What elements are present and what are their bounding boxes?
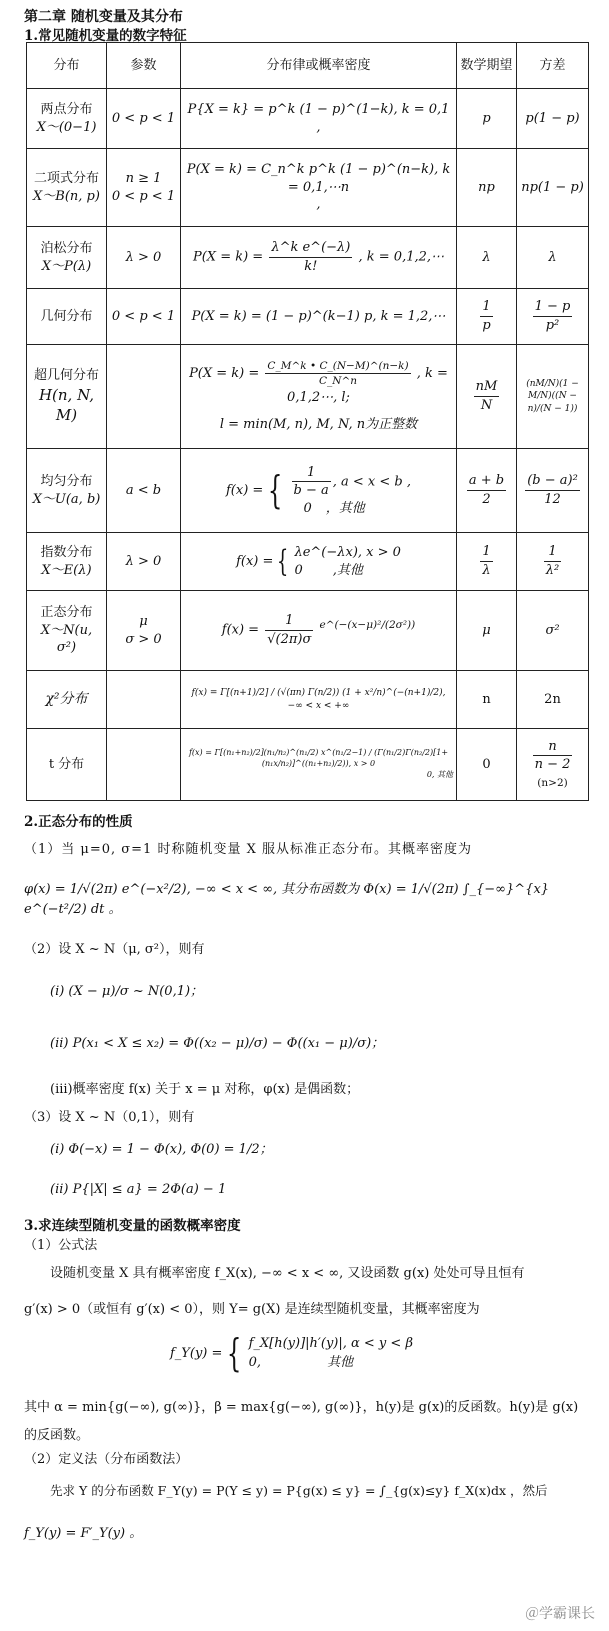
dist-name: t 分布 (48, 756, 85, 772)
case1-denominator: b − a (293, 483, 329, 499)
mean-denominator: λ (482, 563, 491, 578)
var-numerator: n (533, 738, 573, 757)
mean-numerator: 1 (480, 298, 492, 317)
section-2-title: 2.正态分布的性质 (24, 814, 133, 830)
var-numerator: 1 (544, 543, 561, 562)
dist-name: 均匀分布 (40, 473, 93, 489)
header-variance: 方差 (517, 43, 589, 89)
mean-fraction (467, 472, 506, 508)
case1-condition: , a < x < b , (332, 474, 411, 490)
dist-notation: X～E(λ) (41, 562, 92, 578)
dist-name: 二项式分布 (33, 170, 99, 186)
formula-lhs: f_Y(y) = (170, 1345, 223, 1361)
dist-notation: X～B(n, p) (33, 188, 100, 204)
pmf-denominator: C_N^n (319, 375, 358, 388)
dist-notation: X～P(λ) (41, 258, 92, 274)
dist-name: 指数分布 (40, 544, 93, 560)
pdf-fraction (265, 612, 313, 648)
left-brace: { (227, 1331, 242, 1375)
dist-param: a < b (107, 449, 181, 533)
dist-param (107, 671, 181, 729)
pmf-fraction (269, 239, 352, 275)
dist-var: λ (517, 227, 589, 289)
s2-paragraph-2: （2）设 X ~ N（μ, σ²），则有 (24, 942, 205, 957)
pdf-denominator: √(2π)σ (267, 632, 312, 647)
pmf-numerator: λ^k e^(−λ) (269, 239, 352, 258)
mean-fraction (480, 298, 492, 334)
dist-mean: 0 (457, 729, 517, 801)
mean-denominator: p (482, 318, 491, 333)
table-row (27, 449, 589, 533)
dist-mean: np (457, 149, 517, 227)
case1-condition: , x > 0 (357, 544, 401, 560)
pmf-lhs: P(X = k) = (192, 250, 264, 265)
dist-name: 两点分布 (40, 101, 93, 117)
dist-notation: H(n, N, M) (38, 386, 95, 425)
s3-subtitle-1: （1）公式法 (24, 1238, 98, 1253)
s2-item-ii: (ii) P(x₁ < X ≤ x₂) = Φ((x₂ − μ)/σ) − Φ((x₁ − μ)/σ)； (50, 1036, 385, 1051)
mean-denominator: N (480, 398, 493, 413)
pdf-exponential: e^(−(x−μ)²/(2σ²)) (319, 619, 416, 632)
var-denominator: 12 (544, 492, 561, 507)
dist-var: σ² (517, 591, 589, 671)
section-3-title: 3.求连续型随机变量的函数概率密度 (24, 1218, 241, 1234)
pmf-condition: l = min(M, n), M, N, n为正整数 (219, 417, 418, 433)
dist-mean: μ (457, 591, 517, 671)
dist-pdf: f(x) = Γ[(n₁+n₂)/2](n₁/n₂)^(n₁/2) x^(n₁/2−1) / (Γ(n₁/2)Γ(n₂/2)[1+(n₁x/n₂)]^((n₁+n₂)/2)), x > 0 (188, 748, 449, 769)
s3-subtitle-2: （2）定义法（分布函数法） (24, 1452, 189, 1467)
case1-value: λe^(−λx) (294, 544, 358, 560)
pmf-rhs: , k = 0,1,2,⋯ (358, 250, 445, 265)
dist-param: 0 < p < 1 (107, 89, 181, 149)
dist-name: 泊松分布 (40, 240, 93, 256)
pdf-lhs: f(x) = (226, 482, 264, 498)
s3-paragraph-3: 其中 α = min{g(−∞), g(∞)}，β = max{g(−∞), g(∞)}，h(y)是 g(x)的反函数。h(y)是 g(x) (24, 1400, 579, 1415)
dist-pmf: P(X = k) = (1 − p)^(k−1) p, k = 1,2,⋯ (181, 289, 457, 345)
mean-fraction (474, 378, 500, 414)
table-row (27, 227, 589, 289)
s2-paragraph-1: （1）当 μ=0, σ=1 时称随机变量 X 服从标准正态分布。其概率密度为 (24, 842, 472, 857)
formula-cases (249, 1336, 413, 1370)
var-denominator: λ² (545, 563, 560, 578)
table-header-row (27, 43, 589, 89)
dist-pmf: P{X = k} = p^k (1 − p)^(1−k), k = 0,1 , (181, 89, 457, 149)
dist-var: p(1 − p) (517, 89, 589, 149)
dist-var: (nM/N)(1 − M/N)((N − n)/(N − 1)) (517, 345, 589, 449)
dist-param-2: 0 < p < 1 (111, 188, 176, 204)
dist-notation: X～N(u, σ²) (40, 622, 93, 656)
case2-value: 0 (303, 500, 312, 516)
var-fraction (525, 472, 580, 508)
var-fraction (533, 298, 573, 334)
s2-3-item-ii: (ii) P{|X| ≤ a} = 2Φ(a) − 1 (50, 1182, 227, 1197)
s2-paragraph-3: （3）设 X ~ N（0,1），则有 (24, 1110, 195, 1125)
formula-case-1: f_X[h(y)]|h′(y)|, α < y < β (248, 1336, 413, 1351)
case1-numerator: 1 (292, 464, 331, 483)
s2-3-item-i: (i) Φ(−x) = 1 − Φ(x), Φ(0) = 1/2； (50, 1142, 273, 1157)
dist-param: λ > 0 (107, 533, 181, 591)
var-numerator: (b − a)² (525, 472, 580, 491)
table-row (27, 729, 589, 801)
mean-numerator: 1 (480, 543, 492, 562)
chapter-title: 第二章 随机变量及其分布 (24, 9, 183, 25)
var-numerator: 1 − p (533, 298, 573, 317)
pdf-cases (290, 464, 411, 518)
dist-param (107, 729, 181, 801)
dist-var: np(1 − p) (517, 149, 589, 227)
dist-mean: p (457, 89, 517, 149)
dist-var: 2n (517, 671, 589, 729)
header-distribution: 分布 (27, 43, 107, 89)
dist-notation: X～U(a, b) (32, 491, 101, 507)
header-expectation: 数学期望 (457, 43, 517, 89)
table-row (27, 671, 589, 729)
header-parameter: 参数 (107, 43, 181, 89)
var-fraction (533, 738, 573, 774)
s3-paragraph-4: 的反函数。 (24, 1428, 90, 1443)
table-row (27, 149, 589, 227)
dist-param: n ≥ 1 (125, 170, 162, 186)
s3-paragraph-2: g′(x) > 0（或恒有 g′(x) < 0），则 Y= g(X) 是连续型随机变量，其概率密度为 (24, 1302, 480, 1317)
s2-item-iii: (iii)概率密度 f(x) 关于 x = μ 对称，φ(x) 是偶函数； (50, 1082, 360, 1097)
dist-param-2: σ > 0 (125, 631, 162, 647)
dist-param: 0 < p < 1 (107, 289, 181, 345)
var-fraction (544, 543, 561, 579)
dist-param: μ (139, 613, 148, 629)
mean-denominator: 2 (482, 492, 491, 507)
dist-mean: λ (457, 227, 517, 289)
left-brace: { (277, 543, 289, 579)
dist-pmf: P(X = k) = C_n^k p^k (1 − p)^(n−k), k = 0,1,⋯n (186, 162, 451, 195)
distribution-table (26, 42, 589, 801)
case2-value: 0 (294, 562, 303, 578)
pdf-lhs: f(x) = (236, 553, 274, 569)
pmf-numerator: C_M^k • C_(N−M)^(n−k) (265, 359, 410, 374)
pmf-denominator: k! (304, 259, 318, 274)
dist-notation: X～(0−1) (36, 119, 97, 135)
dist-mean: n (457, 671, 517, 729)
mean-numerator: nM (474, 378, 500, 397)
var-denominator: p² (545, 318, 560, 333)
s3-paragraph-5: 先求 Y 的分布函数 F_Y(y) = P(Y ≤ y) = P{g(x) ≤ y} = ∫_{g(x)≤y} f_X(x)dx ，然后 (50, 1483, 548, 1498)
section-1-title: 1.常见随机变量的数字特征 (24, 28, 187, 44)
dist-pdf: f(x) = Γ[(n+1)/2] / (√(πn) Γ(n/2)) (1 + x²/n)^(−(n+1)/2), −∞ < x < +∞ (181, 671, 457, 729)
mean-fraction (480, 543, 492, 579)
case2-condition: ，其他 (325, 500, 365, 516)
table-row (27, 89, 589, 149)
pdf-cases (294, 544, 400, 579)
s3-formula (170, 1331, 413, 1375)
s2-formula-1: φ(x) = 1/√(2π) e^(−x²/2), −∞ < x < ∞, 其分布函数为 Φ(x) = 1/√(2π) ∫_{−∞}^{x} e^(−t²/2) dt 。 (24, 882, 550, 917)
pmf-lhs: P(X = k) = (189, 366, 260, 382)
dist-name: 正态分布 (40, 605, 93, 621)
table-row (27, 345, 589, 449)
s3-paragraph-6: f_Y(y) = F′_Y(y) 。 (24, 1526, 143, 1541)
dist-name: χ²分布 (45, 691, 88, 708)
var-condition: (n>2) (537, 776, 568, 789)
pmf-fraction (265, 359, 410, 388)
dist-pmf-tail: , (316, 197, 321, 213)
watermark: ＠学霸课长 (525, 1606, 595, 1622)
dist-name: 超几何分布 (33, 368, 99, 384)
table-row (27, 591, 589, 671)
pdf-numerator: 1 (265, 612, 313, 631)
dist-name: 几何分布 (40, 308, 93, 324)
dist-pdf-else: 0, 其他 (426, 769, 453, 779)
header-pmf-pdf: 分布律或概率密度 (181, 43, 457, 89)
formula-case-2: 0, 其他 (248, 1355, 354, 1370)
var-denominator: n − 2 (534, 757, 571, 773)
pmf-rhs: , k = 0,1,2⋯, l; (287, 366, 448, 405)
dist-param (107, 345, 181, 449)
table-row (27, 533, 589, 591)
s2-item-i: (i) (X − μ)/σ ~ N(0,1)； (50, 984, 204, 999)
mean-numerator: a + b (467, 472, 506, 491)
table-row (27, 289, 589, 345)
case2-condition: ,其他 (332, 562, 363, 578)
s3-paragraph-1: 设随机变量 X 具有概率密度 f_X(x), −∞ < x < ∞, 又设函数 g(x) 处处可导且恒有 (50, 1266, 525, 1281)
left-brace: { (268, 468, 283, 513)
dist-param: λ > 0 (107, 227, 181, 289)
pdf-lhs: f(x) = (221, 623, 260, 638)
